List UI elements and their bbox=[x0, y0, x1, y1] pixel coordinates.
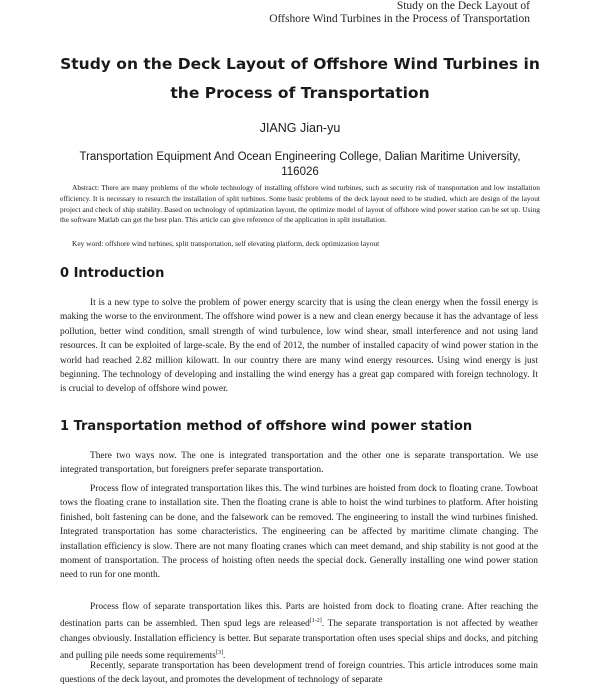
author-name: JIANG Jian-yu bbox=[259, 121, 341, 135]
abstract-text: There are many problems of the whole technology of installing offshore wind turbines, such as security risk of transportation and low installation efficiency. It is necessary to research the installation of split turbines. Some basic problems of the deck layout need to be studied, which are design of the layout project and check of ship stability. Based on technology of optimization layout, the optimize model of layout of offshore wind power station can be set up. Using the software Matlab can get the best plan. This article can give reference of the application in split installation. bbox=[60, 183, 541, 225]
transportation-paragraph-1: There two ways now. The one is integrated transportation and the other one is separate transportation. We use integrated transportation, but foreigners prefer separate transportation. bbox=[60, 451, 538, 476]
section-heading-introduction: 0 Introduction bbox=[60, 266, 165, 281]
paragraph-3-text-c: . bbox=[222, 651, 226, 662]
paper-title: Study on the Deck Layout of Offshore Wind Turbines in the Process of Transportation bbox=[60, 55, 540, 102]
running-header-line-1: Study on the Deck Layout of bbox=[396, 0, 530, 12]
keywords-text: offshore wind turbines, split transportation, self elevating platform, deck optimization layout bbox=[105, 239, 380, 248]
paragraph-3-text-b: . The separate transportation is not affected by weather changes obviously. Installation efficiency is better. But separate transportation often uses special ships and docks, and pitching and pulling pile needs some requirements bbox=[60, 619, 538, 662]
keywords-label: Key word: bbox=[72, 239, 104, 248]
running-header bbox=[269, 0, 530, 26]
paragraph-3-text-a: Process flow of separate transportation likes this. Parts are hoisted from dock to floating crane. After reaching the destination parts can be assembled. Then spud legs are released bbox=[60, 602, 538, 630]
introduction-paragraph: It is a new type to solve the problem of power energy scarcity that is using the clean energy when the fossil energy is making the worse to the environment. The offshore wind power is a new and clean energy because it has the advantage of less pollution, better wind condition, small strength of wind turbulence, low wind shear, small interference and not using land resources. It can be exploited of large-scale. By the end of 2012, the number of installed capacity of wind power station in the world had reached 2.82 million kilowatt. In our country there are many wind energy resources. Using wind energy is just beginning. The technology of developing and installing the wind energy has a great gap compared with foreign technology. It is crucial to develop of offshore wind power. bbox=[60, 298, 538, 395]
transportation-paragraph-2: Process flow of integrated transportation likes this. The wind turbines are hoisted from dock to floating crane. Towboat tows the floating crane to installation site. Then the floating crane is able to hoist the wind turbines to platform. After hoisting finished, bolt fastening can be done, and the falsework can be removed. The engineering to install the wind turbines finished. Integrated transportation has some characteristics. The engineering can be affected by maritime climate changing. The installation efficiency is slow. There are not many floating cranes which can meet demand, and ship stability is not good at the moment of transportation. The process of hoisting often needs the special dock. Generally installing one wind power station need to run for one month. bbox=[60, 484, 538, 581]
abstract bbox=[60, 183, 540, 226]
citation-ref-1-2: [1-2] bbox=[309, 618, 322, 625]
citation-ref-3: [3] bbox=[215, 650, 223, 657]
running-header-line-2: Offshore Wind Turbines in the Process of Transportation bbox=[269, 13, 530, 25]
section-heading-transportation: 1 Transportation method of offshore wind power station bbox=[60, 419, 473, 434]
affiliation: Transportation Equipment And Ocean Engineering College, Dalian Maritime University, 116026 bbox=[79, 151, 521, 178]
transportation-paragraph-3 bbox=[60, 600, 538, 664]
abstract-label: Abstract: bbox=[72, 183, 100, 192]
transportation-paragraph-4: Recently, separate transportation has been development trend of foreign countries. This article introduces some main questions of the deck layout, and promotes the development of technology of separate bbox=[60, 661, 538, 686]
keywords bbox=[60, 239, 540, 250]
